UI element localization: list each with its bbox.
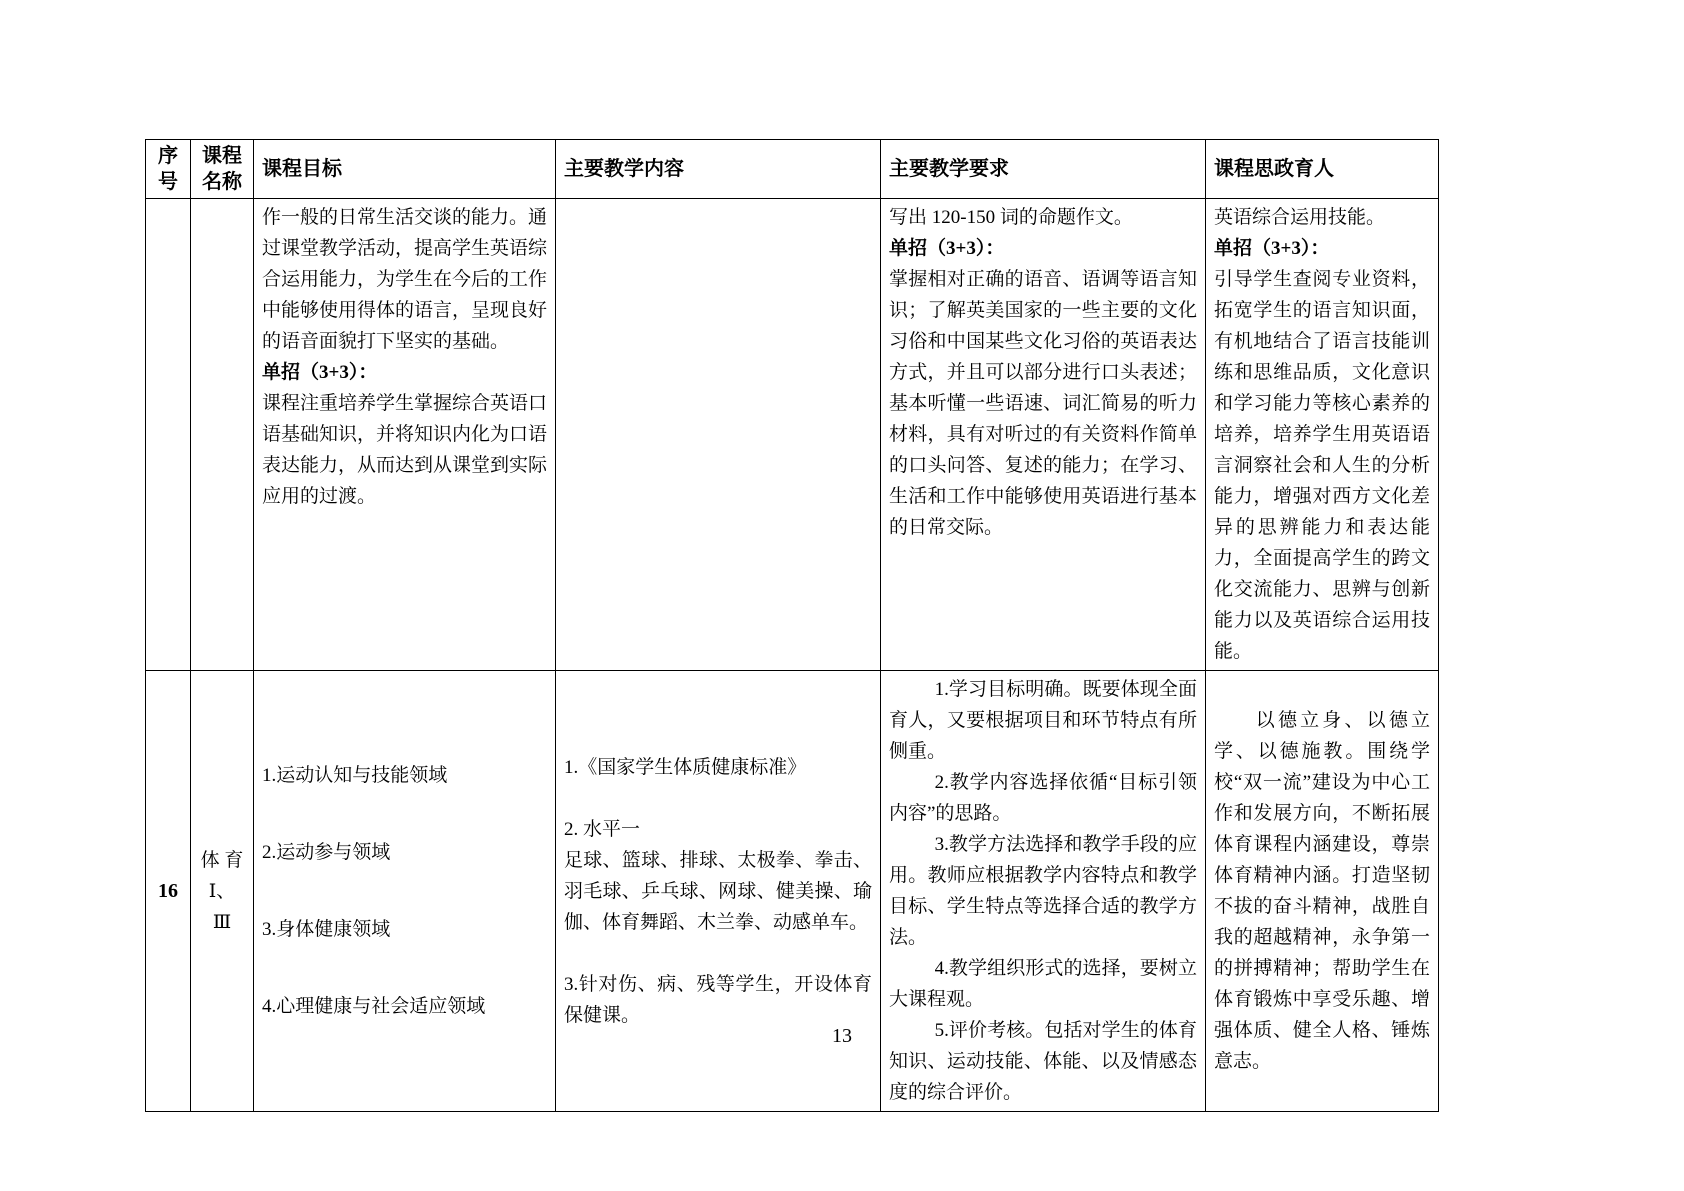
cell-cont-objectives: [254, 199, 556, 671]
objective-item-1: 1.运动认知与技能领域: [262, 765, 448, 786]
requirement-item-2: 2.教学内容选择依循“目标引领内容”的思路。: [889, 772, 1197, 824]
cell-cont-number: [146, 199, 191, 671]
header-主要教学要求: 主要教学要求: [881, 140, 1206, 199]
cont-objectives-danzhao-text: 课程注重培养学生掌握综合英语口语基础知识，并将知识内化为口语表达能力，从而达到从课堂到实际应用的过渡。: [262, 393, 548, 507]
header-课程目标: 课程目标: [254, 140, 556, 199]
requirement-item-3: 3.教学方法选择和教学手段的应用。教师应根据教学内容特点和教学目标、学生特点等选择合适的教学方法。: [889, 834, 1197, 948]
objective-item-4: 4.心理健康与社会适应领域: [262, 996, 486, 1017]
cont-objectives-danzhao-label: 单招（3+3）：: [262, 362, 378, 383]
header-row: [146, 140, 1439, 199]
objective-item-2: 2.运动参与领域: [262, 842, 391, 863]
cont-ideology-danzhao-text: 引导学生查阅专业资料，拓宽学生的语言知识面，有机地结合了语言技能训练和思维品质，文化意识和学习能力等核心素养的培养，培养学生用英语语言洞察社会和人生的分析能力，增强对西方文化差异的思辨能力和表达能力，全面提高学生的跨文化交流能力、思辨与创新能力以及英语综合运用技能。: [1214, 269, 1430, 662]
content-item-1: 1.《国家学生体质健康标准》: [564, 756, 807, 778]
course-name-line-1: 体 育: [200, 849, 244, 871]
requirement-item-5: 5.评价考核。包括对学生的体育知识、运动技能、体能、以及情感态度的综合评价。: [889, 1020, 1197, 1103]
content-item-2-list: 足球、篮球、排球、太极拳、拳击、羽毛球、乒乓球、网球、健美操、瑜伽、体育舞蹈、木兰拳、动感单车。: [564, 849, 872, 933]
header-课程名称: 课程名称: [191, 140, 254, 199]
objective-item-3: 3.身体健康领域: [262, 919, 391, 940]
course-name-line-2: Ⅰ、: [208, 880, 236, 902]
course-name-line-3: Ⅲ: [212, 911, 232, 933]
page-number: 13: [832, 1025, 852, 1047]
cont-requirements-danzhao-text: 掌握相对正确的语音、语调等语言知识；了解英美国家的一些主要的文化习俗和中国某些文化习俗的英语表达方式，并且可以部分进行口头表述；基本听懂一些语速、词汇简易的听力材料，具有对听过的有关资料作简单的口头问答、复述的能力；在学习、生活和工作中能够使用英语进行基本的日常交际。: [889, 269, 1197, 538]
requirement-item-1: 1.学习目标明确。既要体现全面育人，又要根据项目和环节特点有所侧重。: [889, 679, 1197, 762]
cell-cont-course-name: [191, 199, 254, 671]
header-课程思政育人: 课程思政育人: [1206, 140, 1439, 199]
header-主要教学内容: 主要教学内容: [556, 140, 881, 199]
row-continuation: [146, 199, 1439, 671]
content-item-3: 3.针对伤、病、残等学生，开设体育保健课。: [564, 973, 872, 1026]
cont-requirements-text: 写出 120-150 词的命题作文。: [889, 207, 1133, 228]
cont-objectives-text: 作一般的日常生活交谈的能力。通过课堂教学活动，提高学生英语综合运用能力，为学生在今后的工作中能够使用得体的语言，呈现良好的语音面貌打下坚实的基础。: [262, 207, 548, 352]
cell-cont-content: [556, 199, 881, 671]
cont-requirements-danzhao-label: 单招（3+3）：: [889, 238, 1005, 259]
cell-cont-requirements: [881, 199, 1206, 671]
row-number: 16: [158, 879, 178, 902]
cell-cont-ideology: [1206, 199, 1439, 671]
header-序号: 序号: [146, 140, 191, 199]
cont-ideology-text: 英语综合运用技能。: [1214, 207, 1386, 228]
ideology-text: 以德立身、以德立学、以德施教。围绕学校“双一流”建设为中心工作和发展方向，不断拓展体育课程内涵建设，尊崇体育精神内涵。打造坚韧不拔的奋斗精神，战胜自我的超越精神，永争第一的拼搏精神；帮助学生在体育锻炼中享受乐趣、增强体质、健全人格、锤炼意志。: [1214, 710, 1430, 1072]
cont-ideology-danzhao-label: 单招（3+3）：: [1214, 238, 1330, 259]
content-item-2: 2. 水平一: [564, 818, 641, 840]
course-syllabus-table: [145, 139, 1439, 1112]
requirement-item-4: 4.教学组织形式的选择，要树立大课程观。: [889, 958, 1197, 1010]
